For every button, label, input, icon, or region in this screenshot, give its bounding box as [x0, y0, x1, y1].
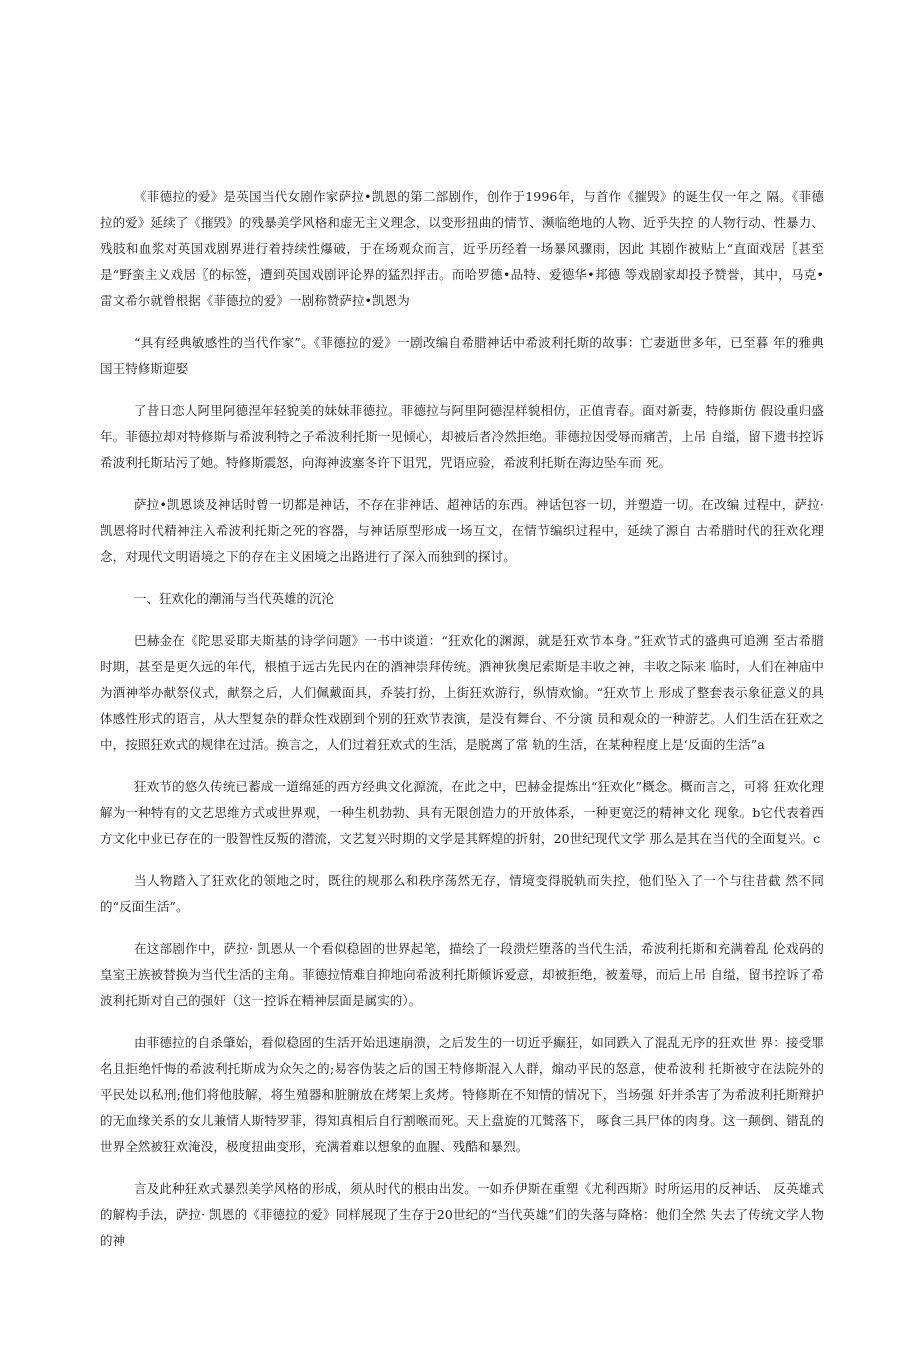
paragraph-1: 《菲德拉的爱》是英国当代女剧作家萨拉•凯恩的第二部剧作，创作于1996年，与首作《摧毁》的诞生仅一年之 隔。《菲德拉的爱》延续了《摧毁》的残暴美学风格和虚无主义理念，以变形扭曲的情节、濒临绝地的人物、近乎失控 的人物行动、性暴力、残肢和血浆对英国戏剧界进行着持续性爆破，于在场观众而言，近乎历经着一场暴风骤雨，因此 其剧作被贴上“直面戏居〖甚至是“野蛮主义戏居〖的标签，遭到英国戏剧评论界的猛烈抨击。而哈罗德•品特、爱德华•邦德 等戏剧家却投予赞誉，其中，马克•雷文希尔就曾根据《菲德拉的爱》一剧称赞萨拉•凯恩为 — [100, 189, 824, 308]
paragraph-8: 在这部剧作中，萨拉· 凯恩从一个看似稳固的世界起笔，描绘了一段溃烂堕落的当代生活，希波利托斯和充满着乱 伦戏码的皇室王族被替换为当代生活的主角。菲德拉情难自抑地向希波利托斯倾诉爱意，却被拒绝，被羞辱，而后上吊 自缢，留书控诉了希波利托斯对自己的强奸（这一控诉在精神层面是属实的）。 — [100, 941, 824, 1008]
paragraph-4: 萨拉•凯恩谈及神话时曾一切都是神话，不存在非神话、超神话的东西。神话包容一切，并塑造一切。在改编 过程中，萨拉· 凯恩将时代精神注入希波利托斯之死的容器，与神话原型形成一场互文，在情节编织过程中，延续了源自 古希腊时代的狂欢化理念，对现代文明语境之下的存在主义困境之出路进行了深入而独到的探讨。 — [100, 497, 824, 564]
paragraph-10: 言及此种狂欢式暴烈美学风格的形成，须从时代的根由出发。一如乔伊斯在重塑《尤利西斯》时所运用的反神话、 反英雄式的解构手法，萨拉· 凯恩的《菲德拉的爱》同样展现了生存于20世纪的“当代英雄”们的失落与降格：他们全然 失去了传统文学人物的神 — [100, 1181, 824, 1248]
section-heading: 一、狂欢化的潮涌与当代英雄的沉沦 — [134, 591, 335, 606]
paragraph-7: 当人物踏入了狂欢化的领地之时，既往的规那么和秩序荡然无存，情境变得脱轨而失控，他们坠入了一个与往昔截 然不同的“反面生活”。 — [100, 873, 824, 914]
paragraph-5: 巴赫金在《陀思妥耶夫斯基的诗学问题》一书中谈道：“狂欢化的渊源，就是狂欢节本身。”狂欢节式的盛典可追溯 至古希腊时期，甚至是更久远的年代，根植于远古先民内在的酒神崇拜传统。酒神狄奥尼索斯是丰收之神，丰收之际来 临时，人们在神庙中为酒神举办献祭仪式，献祭之后，人们佩戴面具，乔装打扮，上街狂欢游行，纵情欢愉。“狂欢节上 形成了整套表示象征意义的具体感性形式的语言，从大型复杂的群众性戏剧到个别的狂欢节表演，是没有舞台、不分演 员和观众的一种游艺。人们生活在狂欢之中，按照狂欢式的规律在过活。换言之，人们过着狂欢式的生活，是脱离了常 轨的生活，在某种程度上是‘反面的生活”a — [100, 633, 824, 752]
paragraph-3: 了昔日恋人阿里阿德涅年轻貌美的妹妹菲德拉。菲德拉与阿里阿德涅样貌相仿，正值青春。面对新妻，特修斯仿 假设重归盛年。菲德拉却对特修斯与希波利特之子希波利托斯一见倾心，却被后者冷然拒绝。菲德拉因受辱而痛苦，上吊 自缢，留下遗书控诉希波利托斯玷污了她。特修斯震怒，向海神波塞冬许下诅咒，咒语应验，希波利托斯在海边坠车而 死。 — [100, 403, 824, 470]
paragraph-6: 狂欢节的悠久传统已蓄成一道绵延的西方经典文化源流，在此之中，巴赫金提炼出“狂欢化”概念。概而言之，可将 狂欢化理解为一种特有的文艺思维方式或世界观，一种生机勃勃、具有无限创造力的开放体系，一种更宽泛的精神文化 现象。b它代表着西方文化中业已存在的一股智性反叛的潜流，文艺复兴时期的文学是其辉煌的折射，20世纪现代文学 那么是其在当代的全面复兴。c — [100, 779, 824, 846]
paragraph-2: “具有经典敏感性的当代作家”。《菲德拉的爱》一剧改编自希腊神话中希波利托斯的故事：亡妻逝世多年，已至暮 年的雅典国王特修斯迎娶 — [100, 335, 824, 376]
paragraph-9: 由菲德拉的自杀肇始，看似稳固的生活开始迅速崩溃，之后发生的一切近乎癫狂，如同跌入了混乱无序的狂欢世 界：接受罪名且拒绝忏悔的希波利托斯成为众矢之的;易容伪装之后的国王特修斯混入人群，煽动平民的怒意，使希波利 托斯被守在法院外的平民处以私刑;他们将他肢解，将生殖器和脏腑放在烤架上炙烤。特修斯在不知情的情况下，当场强 奸并杀害了为希波利托斯辩护的无血缘关系的女儿兼情人斯特罗菲，得知真相后自行割喉而死。天上盘旋的兀鹫落下， 啄食三具尸体的肉身。这一颠倒、错乱的世界全然被狂欢淹没，极度扭曲变形，充满着难以想象的血腥、残酷和暴烈。 — [100, 1035, 824, 1154]
document-body — [100, 184, 824, 1254]
